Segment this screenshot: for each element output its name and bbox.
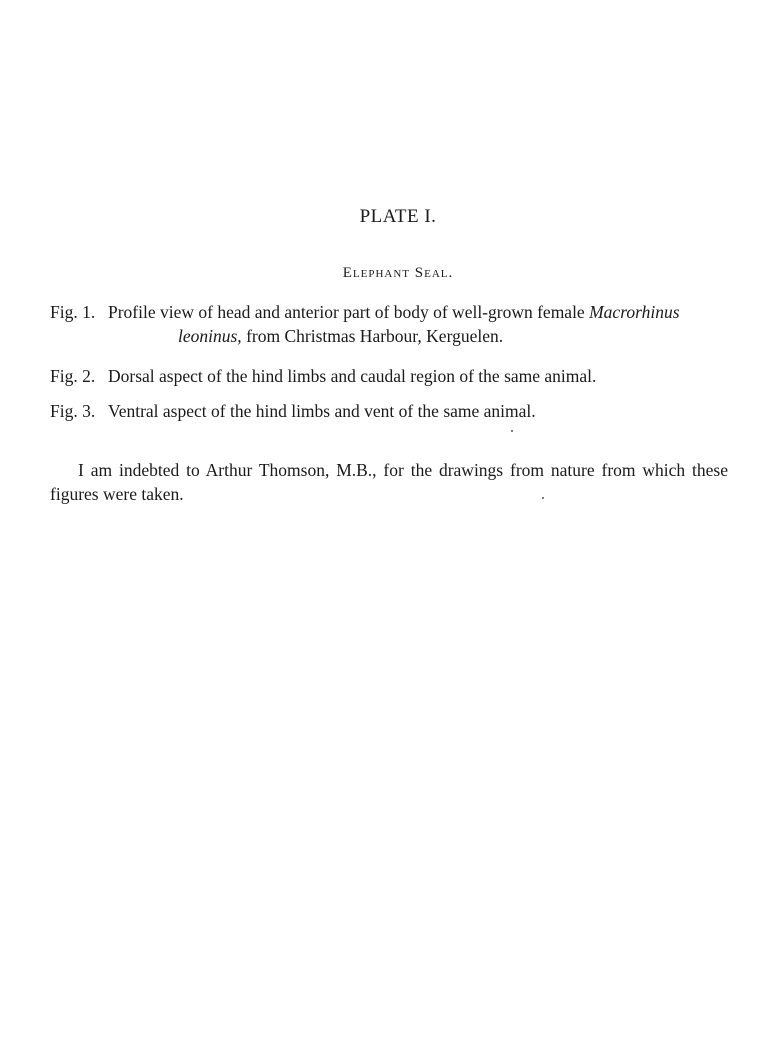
figure-label: Fig. 3. [50,401,96,421]
figure-text: Dorsal aspect of the hind limbs and caudal region of the same animal. [108,366,597,386]
figure-caption-3 [50,399,730,423]
plate-subtitle: Elephant Seal. [342,265,454,281]
figure-text [108,300,730,348]
scan-speck [511,430,513,432]
figure-caption-1 [50,300,730,348]
acknowledgement-paragraph: I am indebted to Arthur Thomson, M.B., for the drawings from nature from which these figures were taken. [50,460,728,504]
figure-text-rest: from Christmas Harbour, Kerguelen. [241,326,504,346]
plate-title: PLATE I. [359,206,437,227]
figure-label: Fig. 1. [50,302,96,322]
genus-name: Macrorhinus [589,302,680,322]
figure-caption-2 [50,364,730,388]
figure-text-start: Profile view of head and anterior part of body of well-grown female [108,302,590,322]
scan-speck [542,497,544,499]
figure-label: Fig. 2. [50,366,96,386]
figure-text-continuation [178,324,730,348]
figure-text: Ventral aspect of the hind limbs and vent of the same animal. [108,401,536,421]
species-name: leoninus, [178,326,242,346]
